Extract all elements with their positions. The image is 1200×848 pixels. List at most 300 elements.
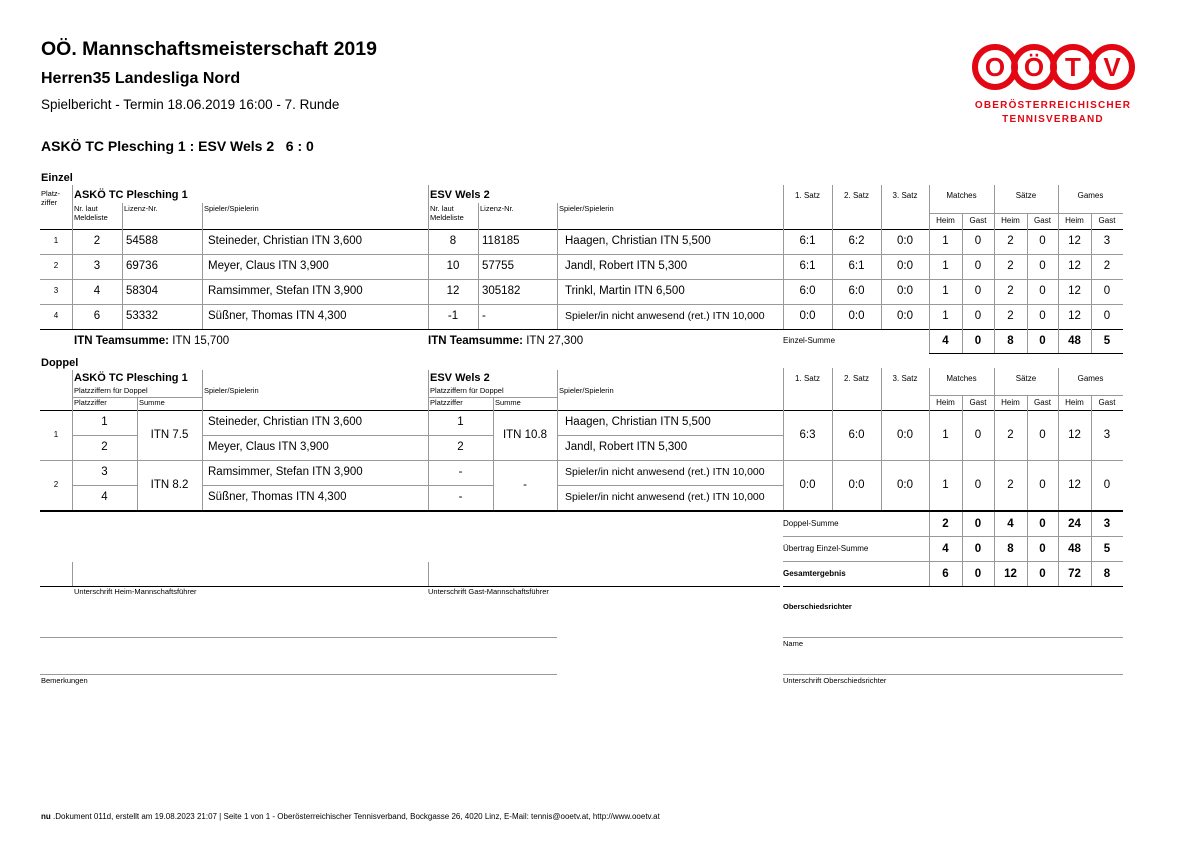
column-line (881, 410, 882, 510)
home-team-header: ASKÖ TC Plesching 1 (74, 372, 188, 384)
column-line (783, 185, 784, 229)
guest-lizenz: 305182 (482, 285, 521, 298)
header-summe-guest: Summe (495, 398, 521, 407)
column-line (493, 397, 494, 410)
header-pz-doppel-guest: Platzziffern für Doppel (430, 386, 504, 395)
home-player: Steineder, Christian ITN 3,600 (208, 235, 363, 248)
header-gast: Gast (969, 397, 987, 407)
column-line (832, 410, 833, 510)
set3-score: 0:0 (897, 260, 913, 273)
guest-player-1: Haagen, Christian ITN 5,500 (565, 416, 711, 429)
gesamtergebnis-games-heim: 72 (1068, 567, 1081, 580)
column-line (1027, 537, 1028, 561)
einzel-row-games-heim: 12 (1068, 285, 1081, 298)
einzel-row-matches-gast: 0 (974, 310, 982, 323)
header-set2: 2. Satz (844, 190, 869, 200)
column-line (72, 370, 73, 410)
home-itn-sum: ITN 8.2 (150, 478, 189, 491)
header-nr-home: Nr. laut Meldeliste (74, 204, 108, 222)
column-line (783, 368, 784, 410)
home-lizenz: 58304 (126, 285, 158, 298)
logo-letter: O (984, 52, 1006, 82)
gesamtergebnis-matches-heim: 6 (942, 567, 949, 580)
column-line (962, 512, 963, 536)
gesamtergebnis-label: Gesamtergebnis (783, 568, 846, 578)
doppel-summe-label: Doppel-Summe (783, 518, 839, 528)
column-line (202, 370, 203, 410)
header-matches: Matches (946, 373, 977, 383)
page-footer (41, 812, 660, 821)
column-line (1027, 396, 1028, 410)
column-line (881, 368, 882, 410)
rule-line (202, 435, 428, 436)
guest-nr: -1 (447, 310, 459, 323)
column-line (1091, 214, 1092, 229)
column-line (1058, 410, 1059, 510)
header-gast: Gast (1034, 216, 1051, 226)
column-line (428, 410, 429, 510)
rule-line (72, 485, 137, 486)
home-lizenz: 54588 (126, 235, 158, 248)
home-nr: 4 (93, 285, 101, 298)
guest-nr: 12 (446, 285, 460, 298)
einzel-row-matches-heim: 1 (942, 285, 949, 298)
column-line (1058, 562, 1059, 586)
column-line (783, 410, 784, 510)
set2-score: 6:0 (848, 428, 865, 441)
einzel-row-games-gast: 0 (1103, 310, 1111, 323)
column-line (557, 370, 558, 410)
guest-captain-signature-label: Unterschrift Gast-Mannschaftsführer (428, 587, 549, 596)
column-line (962, 214, 963, 229)
header-lizenz-home: Lizenz-Nr. (124, 204, 158, 213)
column-line (72, 562, 73, 586)
guest-pz-2: - (458, 491, 463, 504)
einzel-row-saetze-heim: 2 (1007, 285, 1014, 298)
einzel-row-games-gast: 3 (1103, 235, 1111, 248)
column-line (962, 562, 963, 586)
logo-letter: T (1065, 52, 1081, 82)
column-line (72, 185, 73, 203)
column-line (202, 203, 203, 229)
doppel-summe-matches-gast: 0 (974, 517, 982, 530)
einzel-sum-games-heim: 48 (1068, 334, 1081, 347)
logo-letter: Ö (1023, 52, 1045, 82)
doppel-summe-games-gast: 3 (1103, 517, 1111, 530)
column-line (428, 370, 429, 410)
footer-brand: nu (41, 812, 51, 821)
column-line (929, 229, 930, 329)
set1-score: 6:1 (799, 235, 816, 248)
column-line (929, 537, 930, 561)
header-spieler-home: Spieler/Spielerin (204, 204, 259, 213)
footer-text: .Dokument 011d, erstellt am 19.08.2023 21:07 | Seite 1 von 1 - Oberösterreichischer Tennisverband, Bockgasse 26, 4020 Linz, E-Mail: tennis@ooetv.at, http://www.ooetv.at (50, 812, 660, 821)
set2-score: 6:2 (848, 235, 865, 248)
einzel-row-saetze-gast: 0 (1039, 260, 1046, 273)
column-line (428, 562, 429, 586)
column-line (557, 229, 558, 329)
column-line (929, 562, 930, 586)
column-line (929, 329, 930, 353)
rule-line (40, 637, 557, 638)
guest-player: Haagen, Christian ITN 5,500 (565, 235, 711, 248)
column-line (478, 229, 479, 329)
column-line (1091, 229, 1092, 329)
teamsumme-label: ITN Teamsumme: (428, 334, 524, 347)
set3-score: 0:0 (897, 478, 913, 491)
header-spieler-guest: Spieler/Spielerin (559, 386, 614, 395)
column-line (428, 203, 429, 229)
guest-itn-sum: ITN 10.8 (502, 428, 548, 441)
column-line (1027, 562, 1028, 586)
column-line (929, 368, 930, 410)
referee-signature-label: Unterschrift Oberschiedsrichter (783, 676, 887, 685)
column-line (557, 203, 558, 229)
doppel-row-games-gast: 3 (1103, 428, 1111, 441)
einzel-row-matches-gast: 0 (974, 285, 982, 298)
header-set2: 2. Satz (844, 373, 869, 383)
column-line (962, 396, 963, 410)
guest-lizenz: - (482, 310, 486, 323)
column-line (493, 410, 494, 510)
referee-name-label: Name (783, 639, 804, 648)
column-line (783, 229, 784, 329)
gesamtergebnis-games-gast: 8 (1103, 567, 1111, 580)
header-set1: 1. Satz (795, 373, 820, 383)
einzel-row-matches-heim: 1 (942, 310, 949, 323)
set3-score: 0:0 (897, 285, 913, 298)
header-spieler-guest: Spieler/Spielerin (559, 204, 614, 213)
column-line (994, 410, 995, 510)
doppel-section-label: Doppel (41, 357, 79, 369)
column-line (72, 229, 73, 329)
column-line (122, 229, 123, 329)
column-line (72, 410, 73, 510)
einzel-row-matches-heim: 1 (942, 235, 949, 248)
logo-letter: V (1103, 52, 1121, 82)
column-line (557, 410, 558, 510)
row-platzziffer: 1 (53, 429, 59, 439)
rule-line (428, 435, 493, 436)
column-line (994, 512, 995, 536)
einzel-row-matches-gast: 0 (974, 260, 982, 273)
column-line (994, 537, 995, 561)
column-line (137, 397, 138, 410)
column-line (137, 410, 138, 510)
home-player: Ramsimmer, Stefan ITN 3,900 (208, 285, 363, 298)
doppel-summe-matches-heim: 2 (942, 517, 949, 530)
uebertrag-einzel-summe-saetze-heim: 8 (1007, 542, 1014, 555)
ooetv-logo-icon (968, 40, 1138, 100)
column-line (962, 537, 963, 561)
header-pz-doppel-home: Platzziffern für Doppel (74, 386, 148, 395)
rule-line (557, 435, 783, 436)
einzel-sum-games-gast: 5 (1103, 334, 1111, 347)
uebertrag-einzel-summe-games-heim: 48 (1068, 542, 1081, 555)
header-games: Games (1077, 373, 1104, 383)
guest-pz-1: - (458, 466, 463, 479)
teamsumme-value: ITN 15,700 (172, 334, 230, 347)
column-line (929, 512, 930, 536)
header-gast: Gast (969, 216, 987, 226)
home-player: Süßner, Thomas ITN 4,300 (208, 310, 347, 323)
home-player-2: Süßner, Thomas ITN 4,300 (208, 491, 347, 504)
uebertrag-einzel-summe-saetze-gast: 0 (1039, 542, 1046, 555)
column-line (1027, 512, 1028, 536)
doppel-row-matches-gast: 0 (974, 478, 982, 491)
ooetv-logo (968, 40, 1138, 130)
home-player-2: Meyer, Claus ITN 3,900 (208, 441, 329, 454)
gesamtergebnis-saetze-heim: 12 (1004, 567, 1017, 580)
guest-lizenz: 57755 (482, 260, 514, 273)
home-lizenz: 53332 (126, 310, 158, 323)
home-itn-sum: ITN 7.5 (150, 428, 189, 441)
referee-title: Oberschiedsrichter (783, 602, 852, 611)
einzel-row-saetze-heim: 2 (1007, 260, 1014, 273)
header-heim: Heim (1001, 216, 1020, 226)
header-set3: 3. Satz (892, 373, 918, 383)
header-spieler-home: Spieler/Spielerin (204, 386, 259, 395)
home-nr: 6 (93, 310, 101, 323)
logo-line-2: TENNISVERBAND (1002, 114, 1104, 125)
einzel-row-games-gast: 2 (1103, 260, 1111, 273)
doppel-row-games-heim: 12 (1068, 428, 1081, 441)
column-line (1058, 537, 1059, 561)
doppel-row-games-gast: 0 (1103, 478, 1111, 491)
header-gast: Gast (1098, 397, 1116, 407)
column-line (428, 185, 429, 203)
home-pz-2: 4 (101, 491, 108, 504)
rule-line (783, 674, 1123, 675)
column-line (202, 410, 203, 510)
column-line (1027, 410, 1028, 510)
guest-nr: 10 (446, 260, 460, 273)
rule-line (557, 485, 783, 486)
set3-score: 0:0 (897, 428, 913, 441)
logo-line-1: OBERÖSTERREICHISCHER (974, 100, 1132, 111)
header-saetze: Sätze (1015, 190, 1037, 200)
set2-score: 6:1 (848, 260, 865, 273)
guest-player: Spieler/in nicht anwesend (ret.) ITN 10,000 (565, 309, 765, 322)
home-player-1: Steineder, Christian ITN 3,600 (208, 416, 363, 429)
column-line (994, 562, 995, 586)
column-line (1091, 396, 1092, 410)
einzel-row-matches-gast: 0 (974, 235, 982, 248)
header-platzziffer: Platz- ziffer (41, 189, 61, 207)
column-line (428, 229, 429, 329)
column-line (1091, 410, 1092, 510)
header-set3: 3. Satz (892, 190, 918, 200)
einzel-row-saetze-heim: 2 (1007, 235, 1014, 248)
guest-player-2: Spieler/in nicht anwesend (ret.) ITN 10,000 (565, 490, 765, 503)
einzel-row-saetze-gast: 0 (1039, 285, 1046, 298)
rule-line (929, 395, 1123, 396)
header-saetze: Sätze (1015, 373, 1037, 383)
doppel-row-saetze-heim: 2 (1007, 478, 1014, 491)
einzel-summe-label: Einzel-Summe (783, 335, 836, 345)
header-heim: Heim (1001, 397, 1020, 407)
rule-line (40, 674, 557, 675)
home-team-header: ASKÖ TC Plesching 1 (74, 189, 188, 201)
column-line (832, 185, 833, 229)
column-line (994, 329, 995, 353)
column-line (994, 229, 995, 329)
header-games: Games (1077, 190, 1104, 200)
column-line (1058, 329, 1059, 353)
home-player: Meyer, Claus ITN 3,900 (208, 260, 329, 273)
set1-score: 0:0 (799, 478, 816, 491)
rule-line (783, 586, 1123, 587)
home-pz-2: 2 (101, 441, 108, 454)
set1-score: 6:0 (799, 285, 816, 298)
column-line (962, 229, 963, 329)
teamsumme-value: ITN 27,300 (526, 334, 584, 347)
rule-line (72, 435, 137, 436)
header-heim: Heim (936, 216, 955, 226)
report-info: Spielbericht - Termin 18.06.2019 16:00 - 7. Runde (41, 97, 340, 112)
column-line (832, 368, 833, 410)
header-summe-home: Summe (139, 398, 165, 407)
row-platzziffer: 4 (53, 311, 59, 321)
home-lizenz: 69736 (126, 260, 158, 273)
guest-team-header: ESV Wels 2 (430, 189, 490, 201)
header-matches: Matches (946, 190, 977, 200)
column-line (478, 203, 479, 229)
header-gast: Gast (1098, 216, 1116, 226)
einzel-row-games-gast: 0 (1103, 285, 1111, 298)
home-captain-signature-label: Unterschrift Heim-Mannschaftsführer (74, 587, 197, 596)
column-line (1027, 329, 1028, 353)
column-line (994, 185, 995, 229)
home-player-1: Ramsimmer, Stefan ITN 3,900 (208, 466, 363, 479)
league-name: Herren35 Landesliga Nord (41, 70, 241, 87)
rule-line (929, 353, 1123, 354)
einzel-row-matches-heim: 1 (942, 260, 949, 273)
guest-nr: 8 (449, 235, 457, 248)
doppel-row-saetze-heim: 2 (1007, 428, 1014, 441)
einzel-row-games-heim: 12 (1068, 310, 1081, 323)
doppel-row-matches-heim: 1 (942, 428, 949, 441)
column-line (1058, 185, 1059, 229)
column-line (1091, 512, 1092, 536)
rule-line (783, 637, 1123, 638)
page-title: OÖ. Mannschaftsmeisterschaft 2019 (41, 38, 377, 60)
set2-score: 0:0 (848, 478, 865, 491)
home-itn-teamsumme (74, 329, 424, 353)
column-line (1058, 229, 1059, 329)
column-line (962, 329, 963, 353)
guest-itn-teamsumme (428, 329, 778, 353)
column-line (1058, 512, 1059, 536)
rule-line (428, 485, 493, 486)
column-line (1027, 214, 1028, 229)
rule-line (202, 485, 428, 486)
column-line (962, 410, 963, 510)
set1-score: 6:3 (799, 428, 816, 441)
teamsumme-label: ITN Teamsumme: (74, 334, 170, 347)
column-line (202, 229, 203, 329)
column-line (994, 368, 995, 410)
doppel-row-games-heim: 12 (1068, 478, 1081, 491)
set3-score: 0:0 (897, 235, 913, 248)
header-nr-guest: Nr. laut Meldeliste (430, 204, 464, 222)
column-line (1027, 229, 1028, 329)
gesamtergebnis-saetze-gast: 0 (1039, 567, 1046, 580)
uebertrag-einzel-summe-matches-heim: 4 (942, 542, 949, 555)
uebertrag-einzel-summe-matches-gast: 0 (974, 542, 982, 555)
column-line (1091, 562, 1092, 586)
row-platzziffer: 3 (53, 286, 59, 296)
header-heim: Heim (1065, 397, 1084, 407)
guest-pz-2: 2 (457, 441, 464, 454)
column-line (929, 185, 930, 229)
header-set1: 1. Satz (795, 190, 820, 200)
uebertrag-einzel-summe-label: Übertrag Einzel-Summe (783, 543, 869, 553)
guest-lizenz: 118185 (482, 235, 520, 248)
column-line (72, 203, 73, 229)
column-line (929, 410, 930, 510)
doppel-row-saetze-gast: 0 (1039, 478, 1046, 491)
match-result: ASKÖ TC Plesching 1 : ESV Wels 2 6 : 0 (41, 138, 314, 154)
doppel-row-saetze-gast: 0 (1039, 428, 1046, 441)
column-line (881, 185, 882, 229)
header-heim: Heim (936, 397, 955, 407)
set2-score: 0:0 (848, 310, 865, 323)
header-heim: Heim (1065, 216, 1084, 226)
home-nr: 3 (93, 260, 101, 273)
home-pz-1: 1 (101, 416, 108, 429)
header-platzziffer-home: Platzziffer (74, 398, 107, 407)
doppel-row-matches-heim: 1 (942, 478, 949, 491)
guest-player-1: Spieler/in nicht anwesend (ret.) ITN 10,000 (565, 465, 765, 478)
guest-player: Trinkl, Martin ITN 6,500 (565, 285, 685, 298)
guest-pz-1: 1 (457, 416, 464, 429)
row-platzziffer: 2 (53, 479, 59, 489)
doppel-summe-saetze-gast: 0 (1039, 517, 1046, 530)
set3-score: 0:0 (897, 310, 913, 323)
einzel-sum-saetze-heim: 8 (1007, 334, 1014, 347)
home-pz-1: 3 (101, 466, 108, 479)
set1-score: 0:0 (799, 310, 816, 323)
guest-team-header: ESV Wels 2 (430, 372, 490, 384)
header-gast: Gast (1034, 397, 1051, 407)
gesamtergebnis-matches-gast: 0 (974, 567, 982, 580)
row-platzziffer: 2 (53, 261, 59, 271)
einzel-sum-saetze-gast: 0 (1039, 334, 1046, 347)
uebertrag-einzel-summe-games-gast: 5 (1103, 542, 1111, 555)
guest-player: Jandl, Robert ITN 5,300 (565, 260, 688, 273)
column-line (1091, 537, 1092, 561)
guest-itn-sum: - (523, 478, 527, 491)
home-nr: 2 (93, 235, 101, 248)
column-line (1058, 368, 1059, 410)
doppel-summe-saetze-heim: 4 (1007, 517, 1014, 530)
einzel-row-saetze-heim: 2 (1007, 310, 1014, 323)
einzel-section-label: Einzel (41, 172, 73, 184)
doppel-row-matches-gast: 0 (974, 428, 982, 441)
column-line (832, 229, 833, 329)
einzel-row-saetze-gast: 0 (1039, 235, 1046, 248)
set1-score: 6:1 (799, 260, 816, 273)
row-platzziffer: 1 (53, 236, 59, 246)
column-line (881, 229, 882, 329)
guest-player-2: Jandl, Robert ITN 5,300 (565, 441, 688, 454)
einzel-row-games-heim: 12 (1068, 235, 1081, 248)
doppel-summe-games-heim: 24 (1068, 517, 1081, 530)
remarks-label: Bemerkungen (41, 676, 88, 685)
set2-score: 6:0 (848, 285, 865, 298)
einzel-sum-matches-heim: 4 (942, 334, 949, 347)
